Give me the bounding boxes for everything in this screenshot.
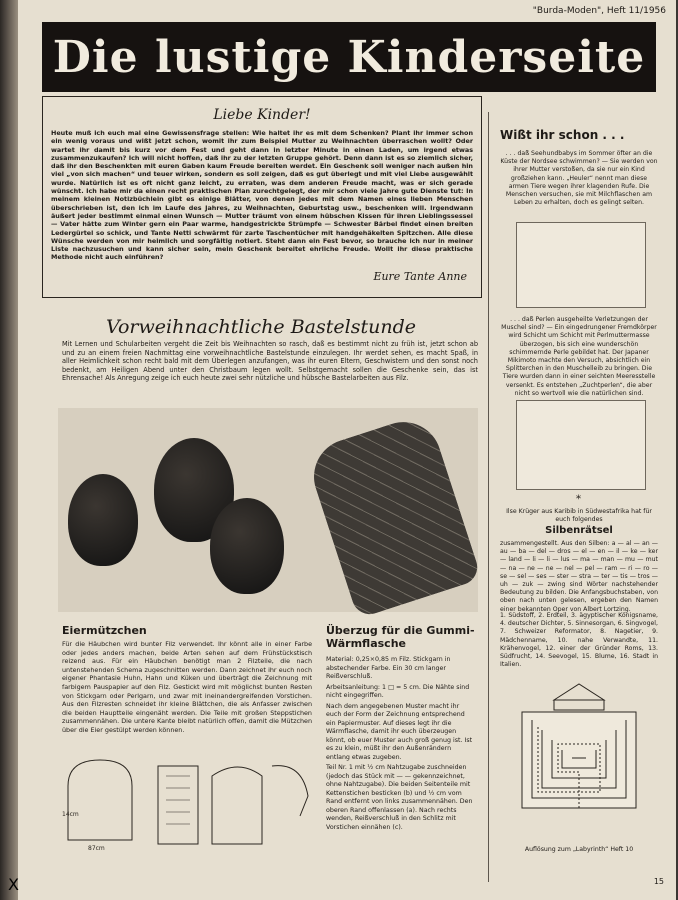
letter-body: Heute muß ich euch mal eine Gewissensfrage stellen: Wie haltet ihr es mit dem Schenken? Plant ihr immer schon ein wenig voraus und wißt jetzt schon, womit ihr zum Beispiel Mutter zu Weihnachten überraschen wollt? Oder wartet ihr damit bis kurz vor dem Fest und geht dann in letzter Minute in einen Laden, um irgend etwas zusammenzukaufen? Ich will nicht hoffen, daß ihr zu der letzten Gruppe gehört. Denn dann ist es so ziemlich sicher, daß ihr den Beschenkten mit euren Gaben kaum Freude bereiten werdet. Ein Geschenk soll weniger nach außen hin viel „von sich machen“ und teuer wirken, sondern es soll zeigen, daß es gut überlegt und mit viel Liebe ausgewählt wurde. Natürlich ist es oft nicht ganz leicht, zu erraten, was dem anderen Freude macht, was er sich gerade wünscht. Ich habe mir da einen recht praktischen Plan zurechtgelegt, der mir schon viele Jahre gute Dienste tut: In meinem kleinen Notizbüchlein gibt es einige Blätter, von denen jedes mit dem Namen eines lieben Menschen überschrieben ist, den ich im Laufe des Jahres, zu Weihnachten, Geburtstag usw., beschenken will. Irgendwann äußert jeder bestimmt einmal einen Wunsch — Mutter träumt von einem hübschen Kissen für ihren Lieblingssessel — Vater hätte zum Winter gern ein Paar warme, handgestrickte Strümpfe — Schwester Bärbel findet einen breiten Ledergürtel so schick, und Tante Netti schwärmt für zarte Taschentücher mit handgehäkelten Spitzchen. Alle diese Wünsche werden von mir heimlich und sorgfältig notiert. Steht dann ein Fest bevor, so brauche ich nur in meiner Liste nachzusuchen und kann sicher sein, mein Geschenk bereitet ehrliche Freude. Wollt ihr diese praktische Methode nicht auch einführen? — [51, 129, 473, 262]
labyrinth-caption: Auflösung zum „Labyrinth“ Heft 10 — [524, 846, 634, 853]
ueberzug-title: Überzug für die Gummi-Wärmflasche — [326, 624, 475, 650]
egg-cozy-chick — [210, 498, 284, 594]
egg-cozy-rooster — [68, 474, 138, 566]
magazine-page — [18, 0, 676, 900]
banner-title: Die lustige Kinderseite — [42, 22, 656, 92]
craft-photo — [58, 408, 478, 612]
sewing-pattern-sketch — [62, 756, 314, 852]
sketch-dim-width: 87cm — [88, 845, 105, 852]
seal-illustration — [516, 222, 646, 308]
ueberzug-material: Material: 0,25×0,85 m Filz. Stickgarn in abstechender Farbe. Ein 30 cm langer Reißverschluß. — [326, 656, 451, 680]
ueberzug-pattern: Nach dem angegebenen Muster macht ihr euch der Form der Zeichnung entsprechend ein Papiermuster. Auf dieses legt ihr die Wärmflasche, damit ihr euch überzeugen könnt, ob euer Muster auch groß genug ist. Ist es zu klein, müßt ihr den Außenrändern entlang etwas zugeben. — [326, 702, 473, 761]
page-binding — [0, 0, 18, 900]
margin-mark: X — [8, 875, 19, 894]
wissen-perlen: . . . daß Perlen ausgeheilte Verletzungen der Muschel sind? — Ein eingedrungener Fremdkörper wird Schicht um Schicht mit Perlmuttermasse überzogen, bis sich eine wunderschön schimmernde Perle gebildet hat. Der Japaner Mikimoto machte den Versuch, absichtlich ein Splitterchen in den Muschelleib zu bringen. Die Tiere wurden dann in einer seichten Meeresstelle versenkt. Es entstehen „Zuchtperlen“, die aber nicht so wertvoll wie die natürlichen sind. — [501, 316, 657, 397]
silben-list: 1. Südstoff, 2. Erdteil, 3. ägyptischer Königsname, 4. deutscher Dichter, 5. Sinnesorgan, 6. Singvogel, 7. Schweizer Reformator, 8. Nagetier, 9. Mädchenname, 10. nahe Verwandte, 11. Krähenvogel, 12. einer der Gründer Roms, 13. Südfrucht, 14. Seevogel, 15. Blume, 16. Stadt in Italien. — [500, 612, 658, 669]
ueberzug-steps: Teil Nr. 1 mit ½ cm Nahtzugabe zuschneiden (jedoch das Stück mit — — gekennzeichnet, ohne Nahtzugabe). Die beiden Seitenteile mit Kettenstichen besticken (b) und ½ cm vom Rand entfernt von links zusammennähen. Den oberen Rand offenlassen (a). Nach rechts wenden, Reißverschluß in den Schlitz mit Vorstichen einnähen (c). — [326, 764, 473, 831]
ueberzug-anleitung: Arbeitsanleitung: 1 □ = 5 cm. Die Nähte sind nicht eingegriffen. — [326, 683, 470, 699]
letter-signature: Eure Tante Anne — [373, 270, 467, 283]
eier-title: Eiermützchen — [62, 624, 147, 637]
craft-intro: Mit Lernen und Schularbeiten vergeht die Zeit bis Weihnachten so rasch, daß es bestimmt nicht zu früh ist, jetzt schon ab und zu an einem freien Nachmittag eine vorweihnachtliche Bastelstunde einzulegen. Ihr werdet sehen, es macht Spaß, in aller Heimlichkeit schon recht bald mit dem Überlegen anzufangen, was ihr euren Eltern, Geschwistern und den sonst noch bedenkt, am Heiligen Abend unter den Christbaum legen wollt. Selbstgemacht sollen die Geschenke sein, das ist Ehrensache! Als Anregung zeige ich euch heute zwei sehr nützliche und hübsche Bastelarbeiten aus Filz. — [62, 340, 478, 383]
letter-box — [42, 96, 482, 298]
sketch-dim-height: 14cm — [62, 811, 79, 818]
silben-intro: Ilse Krüger aus Karibib in Südwestafrika hat für euch folgendes — [506, 508, 652, 524]
labyrinth-solution — [518, 680, 640, 812]
ueberzug-body — [326, 656, 476, 834]
silben-body: zusammengestellt. Aus den Silben: a — al — an — au — ba — del — dros — el — en — il — ke — ker — land — li — li — lus — ma — man — mu — mut — na — ne — ne — nel — pel — ram — ri — ro — se — sel — ses — ster — stra — ter — tis — tros — uh — zuk — zwing sind Wörter nachstehender Bedeutung zu bilden. Die Anfangsbuchstaben, von oben nach unten gelesen, ergeben den Namen einer bekannten Oper von Albert Lortzing. — [500, 540, 658, 613]
pearl-diver-illustration — [516, 400, 646, 490]
silben-title: Silbenrätsel — [545, 525, 613, 536]
column-divider — [488, 112, 489, 882]
eier-body: Für die Häubchen wird bunter Filz verwendet. Ihr könnt alle in einer Farbe oder jedes anders machen, beide Arten sehen auf dem Frühstückstisch reizend aus. Für ein Häubchen benötigt man 2 Filzteile, die nach untenstehenden Schema zugeschnitten werden. Dann zeichnet ihr euch noch eigener Phantasie Huhn, Hahn und Küken und überträgt die Zeichnung mit farbigem Pauspapier auf den Filz. Gestickt wird mit möglichst bunten Resten von Stickgarn oder Perlgarn, und zwar mit ineinandergreifenden Vorstichen. Aus den Filzresten schneidet ihr kleine Blättchen, die als Anfasser zwischen die beiden Hauptteile eingenäht werden. Die Teile mit großen Steppstichen zusammennähen. Die untere Kante bleibt natürlich offen, damit die Mützchen über die Eier gestülpt werden können. — [62, 640, 312, 734]
wissen-seehund: . . . daß Seehundbabys im Sommer öfter an die Küste der Nordsee schwimmen? — Sie werden von ihrer Mutter verstoßen, da sie nur ein Kind großziehen kann. „Heuler“ nennt man diese armen Tiere wegen ihrer klagenden Rufe. Die Menschen versuchen, sie mit Milchflaschen am Leben zu erhalten, doch es gelingt selten. — [500, 150, 658, 207]
letter-greeting: Liebe Kinder! — [213, 107, 311, 123]
running-header: "Burda-Moden", Heft 11/1956 — [532, 6, 666, 16]
hot-water-bottle-cover — [304, 412, 482, 619]
section-star: * — [576, 494, 581, 505]
page-number: 15 — [653, 877, 664, 886]
craft-title: Vorweihnachtliche Bastelstunde — [106, 316, 416, 338]
wissen-title: Wißt ihr schon . . . — [500, 128, 625, 142]
